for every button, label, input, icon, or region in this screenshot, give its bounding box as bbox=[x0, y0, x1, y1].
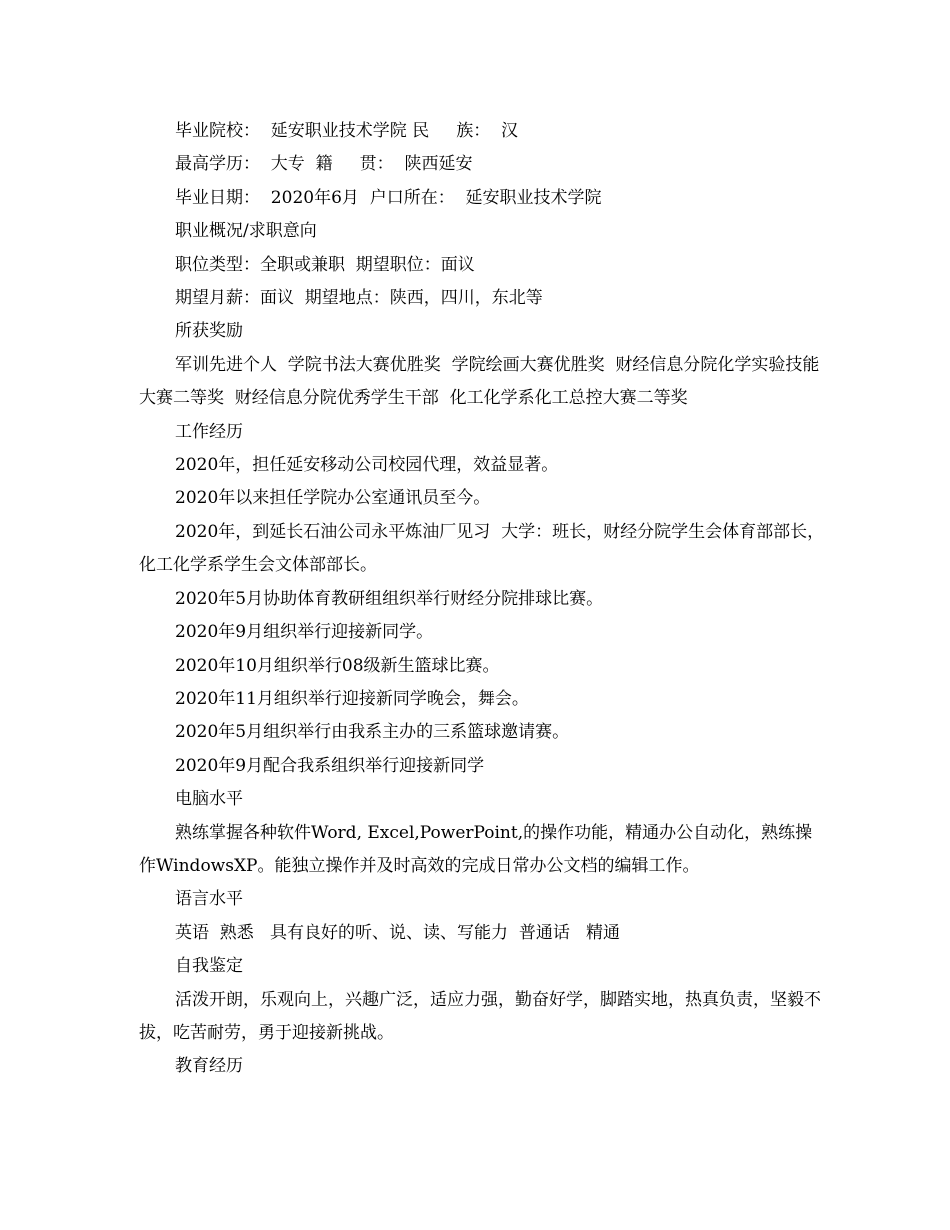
job-type-position: 职位类型：全职或兼职 期望职位：面议 bbox=[175, 254, 475, 275]
work-item: 2020年，到延长石油公司永平炼油厂见习 大学：班长，财经分院学生会体育部部长，化工化学系学生会文体部部长。 bbox=[139, 521, 825, 576]
awards-paragraph: 军训先进个人 学院书法大赛优胜奖 学院绘画大赛优胜奖 财经信息分院化学实验技能大赛二等奖 财经信息分院优秀学生干部 化工化学系化工总控大赛二等奖 bbox=[139, 354, 820, 409]
info-school-ethnicity: 毕业院校： 延安职业技术学院 民 族： 汉 bbox=[175, 121, 519, 141]
work-item: 2020年以来担任学院办公室通讯员至今。 bbox=[175, 488, 491, 509]
work-item: 2020年9月配合我系组织举行迎接新同学 bbox=[175, 755, 485, 776]
work-item: 2020年5月组织举行由我系主办的三系篮球邀请赛。 bbox=[175, 722, 570, 743]
work-item: 2020年11月组织举行迎接新同学晚会，舞会。 bbox=[175, 688, 529, 709]
section-heading-work-experience: 工作经历 bbox=[175, 421, 243, 442]
resume-body bbox=[139, 115, 829, 1084]
info-education-origin: 最高学历： 大专 籍 贯： 陕西延安 bbox=[175, 154, 473, 175]
salary-location: 期望月薪：面议 期望地点：陕西，四川，东北等 bbox=[175, 288, 543, 309]
section-heading-awards: 所获奖励 bbox=[175, 321, 243, 342]
work-item: 2020年5月协助体育教研组组织举行财经分院排球比赛。 bbox=[175, 588, 604, 609]
self-assessment-paragraph: 活泼开朗，乐观向上，兴趣广泛，适应力强，勤奋好学，脚踏实地，热真负责，坚毅不拔，吃苦耐劳，勇于迎接新挑战。 bbox=[139, 989, 821, 1043]
section-heading-career-intent: 职业概况/求职意向 bbox=[175, 221, 317, 242]
section-heading-self-assessment: 自我鉴定 bbox=[175, 956, 243, 977]
section-heading-language-skills: 语言水平 bbox=[175, 889, 243, 910]
work-item: 2020年，担任延安移动公司校园代理，效益显著。 bbox=[175, 455, 559, 476]
work-item: 2020年10月组织举行08级新生篮球比赛。 bbox=[175, 655, 500, 676]
language-skills-paragraph: 英语 熟悉 具有良好的听、说、读、写能力 普通话 精通 bbox=[175, 922, 621, 943]
section-heading-education: 教育经历 bbox=[175, 1056, 243, 1077]
section-heading-computer-skills: 电脑水平 bbox=[175, 789, 243, 810]
computer-skills-paragraph: 熟练掌握各种软件Word, Excel,PowerPoint,的操作功能，精通办公自动化，熟练操作WindowsXP。能独立操作并及时高效的完成日常办公文档的编辑工作。 bbox=[139, 822, 813, 876]
work-item: 2020年9月组织举行迎接新同学。 bbox=[175, 622, 434, 643]
info-graduation-residence: 毕业日期： 2020年6月 户口所在： 延安职业技术学院 bbox=[175, 187, 602, 208]
